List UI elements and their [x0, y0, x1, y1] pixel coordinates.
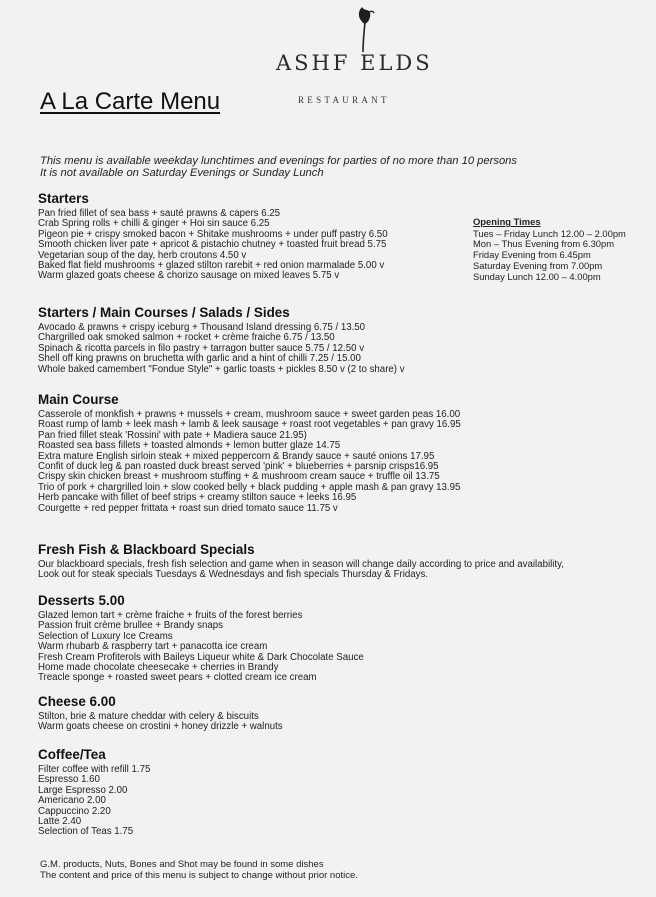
main-course-list [38, 410, 461, 514]
menu-item: Chargrilled oak smoked salmon + rocket + crème fraiche 6.75 / 13.50 [38, 332, 335, 344]
logo-subtitle: RESTAURANT [298, 95, 390, 105]
footer-line: The content and price of this menu is subject to change without prior notice. [40, 870, 358, 881]
section-heading: Cheese 6.00 [38, 693, 116, 709]
opening-times-heading: Opening Times [473, 216, 541, 227]
cheese-section [38, 693, 283, 733]
menu-item: Shell off king prawns on bruchetta with garlic and a hint of chilli 7.25 / 15.00 [38, 353, 361, 365]
menu-item: Vegetarian soup of the day, herb croutons 4.50 v [38, 249, 247, 261]
coffee-list [38, 765, 150, 838]
menu-title: A La Carte Menu [40, 88, 221, 115]
footer-line: G.M. products, Nuts, Bones and Shot may be found in some dishes [40, 859, 324, 870]
menu-item: Roast rump of lamb + leek mash + lamb & leek sausage + roast root vegetables + pan gravy 16.95 [38, 419, 461, 431]
menu-item: Courgette + red pepper frittata + roast sun dried tomato sauce 11.75 v [38, 502, 338, 514]
desserts-section [38, 592, 364, 684]
menu-item: Espresso 1.60 [38, 774, 100, 786]
menu-item: Whole baked camembert "Fondue Style" + garlic toasts + pickles 8.50 v (2 to share) v [38, 363, 405, 375]
section-heading: Coffee/Tea [38, 746, 106, 762]
menu-item: Roasted sea bass fillets + toasted almonds + lemon butter glaze 14.75 [38, 440, 341, 452]
specials-line: Look out for steak specials Tuesdays & Wednesdays and fish specials Thursday & Fridays. [38, 569, 429, 581]
opening-time-line: Sunday Lunch 12.00 – 4.00pm [473, 270, 601, 282]
menu-item: Home made chocolate cheesecake + cherries in Brandy [38, 662, 279, 674]
menu-item: Casserole of monkfish + prawns + mussels + cream, mushroom sauce + sweet garden peas 16.00 [38, 409, 461, 420]
specials-section [38, 541, 564, 581]
menu-item: Latte 2.40 [38, 816, 82, 828]
menu-item: Pigeon pie + crispy smoked bacon + Shitake mushrooms + under puff pastry 6.50 [38, 228, 388, 240]
specials-line: Our blackboard specials, fresh fish selection and game when in season will change daily according to price and availability, [38, 559, 564, 570]
menu-item: Crispy skin chicken breast + mushroom stuffing + & mushroom cream sauce + truffle oil 13.75 [38, 471, 440, 483]
main-course-section [38, 391, 461, 514]
menu-footer [40, 859, 358, 881]
menu-item: Passion fruit crème brullee + Brandy snaps [38, 620, 223, 632]
menu-item: Warm rhubarb & raspberry tart + panacotta ice cream [38, 641, 268, 653]
menu-item: Selection of Teas 1.75 [38, 826, 134, 838]
availability-note [40, 155, 620, 179]
menu-item: Trio of pork + chargrilled loin + slow cooked belly + black pudding + apple mash & pan gravy 13.95 [38, 481, 461, 493]
starters-section [38, 190, 388, 282]
menu-item: Filter coffee with refill 1.75 [38, 764, 151, 775]
menu-item: Selection of Luxury Ice Creams [38, 630, 173, 642]
starters-list [38, 209, 388, 282]
menu-item: Crab Spring rolls + chilli & ginger + Hoi sin sauce 6.25 [38, 218, 270, 230]
menu-item: Stilton, brie & mature cheddar with celery & biscuits [38, 711, 259, 722]
flower-logo-icon [348, 6, 378, 54]
menu-item: Extra mature English sirloin steak + mixed peppercorn & Brandy sauce + sauté onions 17.95 [38, 450, 435, 462]
menu-item: Herb pancake with fillet of beef strips + creamy stilton sauce + leeks 16.95 [38, 492, 357, 504]
section-heading: Desserts 5.00 [38, 592, 125, 608]
section-heading: Main Course [38, 391, 119, 407]
section-heading: Starters / Main Courses / Salads / Sides [38, 304, 290, 320]
menu-item: Americano 2.00 [38, 795, 106, 807]
menu-item: Treacle sponge + roasted sweet pears + clotted cream ice cream [38, 672, 317, 684]
specials-text [38, 560, 564, 581]
intro-line: It is not available on Saturday Evenings or Sunday Lunch [40, 167, 324, 179]
menu-item: Glazed lemon tart + crème fraiche + fruits of the forest berries [38, 610, 303, 621]
section-heading: Fresh Fish & Blackboard Specials [38, 541, 255, 557]
starters-main-section [38, 304, 405, 375]
cheese-list [38, 712, 283, 733]
menu-item: Large Espresso 2.00 [38, 784, 128, 796]
menu-item: Baked flat field mushrooms + glazed stilton rarebit + red onion marmalade 5.00 v [38, 260, 385, 272]
intro-line: This menu is available weekday lunchtimes and evenings for parties of no more than 10 persons [40, 155, 517, 167]
menu-item: Pan fried fillet of sea bass + sauté prawns & capers 6.25 [38, 208, 281, 219]
menu-item: Smooth chicken liver pate + apricot & pistachio chutney + toasted fruit bread 5.75 [38, 239, 387, 251]
menu-item: Confit of duck leg & pan roasted duck breast served 'pink' + blueberries + parsnip crisps16.95 [38, 461, 439, 473]
coffee-section [38, 746, 150, 838]
menu-item: Warm goats cheese on crostini + honey drizzle + walnuts [38, 721, 283, 733]
restaurant-logo [276, 6, 482, 106]
opening-times [473, 217, 626, 282]
menu-item: Cappuccino 2.20 [38, 805, 111, 817]
menu-item: Warm glazed goats cheese & chorizo sausage on mixed leaves 5.75 v [38, 270, 340, 282]
section-heading: Starters [38, 190, 89, 206]
opening-time-line: Friday Evening from 6.45pm [473, 249, 591, 261]
menu-item: Spinach & ricotta parcels in filo pastry + tarragon butter sauce 5.75 / 12.50 v [38, 342, 365, 354]
starters-main-list [38, 323, 405, 375]
desserts-list [38, 611, 364, 684]
opening-time-line: Saturday Evening from 7.00pm [473, 259, 603, 271]
menu-item: Avocado & prawns + crispy iceburg + Thousand Island dressing 6.75 / 13.50 [38, 322, 366, 333]
menu-item: Fresh Cream Profiterols with Baileys Liqueur white & Dark Chocolate Sauce [38, 651, 364, 663]
opening-time-line: Tues – Friday Lunch 12.00 – 2.00pm [473, 227, 626, 239]
logo-name: ASHF ELDS [276, 51, 433, 75]
opening-time-line: Mon – Thus Evening from 6.30pm [473, 238, 615, 250]
menu-item: Pan fried fillet steak 'Rossini' with pate + Madiera sauce 21.95) [38, 429, 307, 441]
